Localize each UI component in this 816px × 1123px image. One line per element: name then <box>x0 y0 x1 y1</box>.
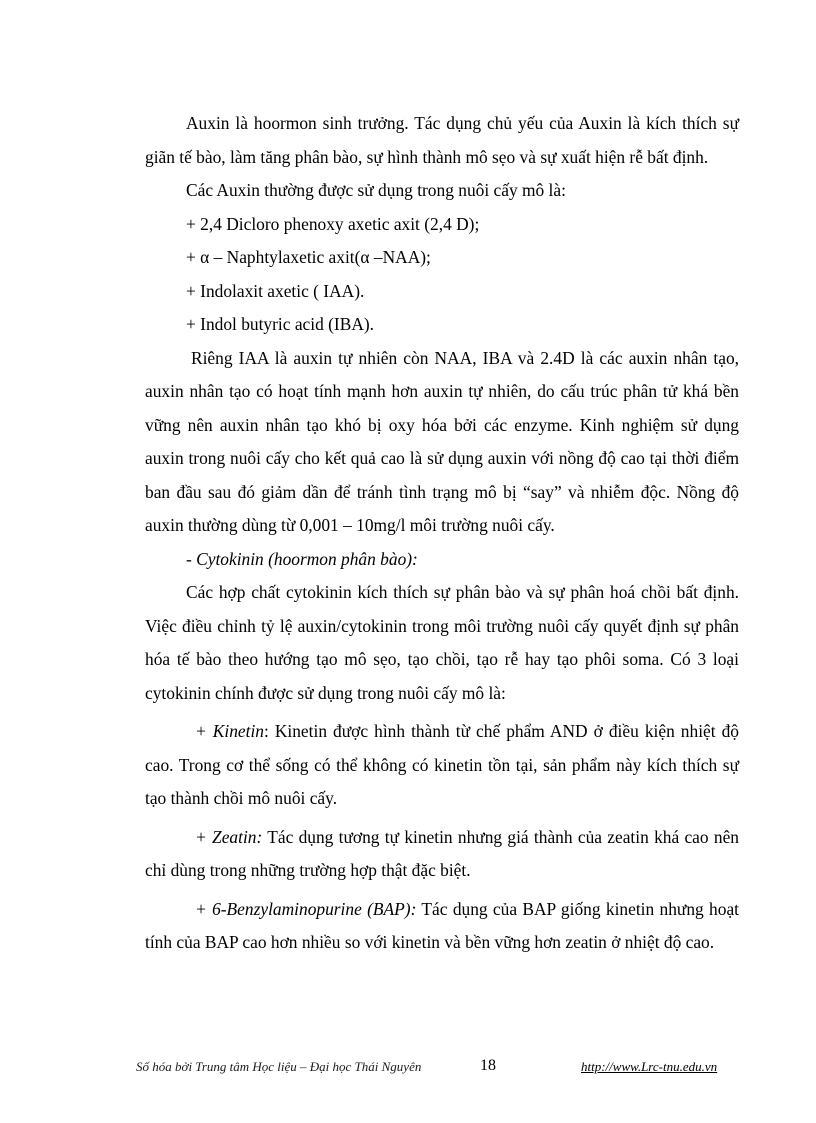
kinetin-label: + Kinetin <box>195 721 264 741</box>
list-item-iaa: + Indolaxit axetic ( IAA). <box>186 280 365 301</box>
page-body <box>145 107 739 960</box>
footer-url-link[interactable]: http://www.Lrc-tnu.edu.vn <box>581 1059 718 1074</box>
page-number: 18 <box>480 1057 496 1074</box>
paragraph-auxin-details: Riêng IAA là auxin tự nhiên còn NAA, IBA và 2.4D là các auxin nhân tạo, auxin nhân tạo có hoạt tính mạnh hơn auxin tự nhiên, do cấu trúc phân tử khá bền vững nên auxin nhân tạo khó bị oxy hóa bởi các enzyme. Kinh nghiệm sử dụng auxin trong nuôi cấy cho kết quả cao là sử dụng auxin với nồng độ cao tại thời điểm ban đầu sau đó giảm dần để tránh tình trạng mô bị “say” và nhiễm độc. Nồng độ auxin thường dùng từ 0,001 – 10mg/l môi trường nuôi cấy. <box>145 347 739 535</box>
bap-text: Tác dụng của BAP giống kinetin nhưng hoạt tính của BAP cao hơn nhiều so với kinetin và bền vững hơn zeatin ở nhiệt độ cao. <box>145 898 740 952</box>
zeatin-text: Tác dụng tương tự kinetin nhưng giá thành của zeatin khá cao nên chỉ dùng trong những trường hợp thật đặc biệt. <box>145 826 739 880</box>
zeatin-label: + Zeatin: <box>195 826 263 847</box>
list-item-naa: + α – Naphtylaxetic axit(α –NAA); <box>186 247 431 267</box>
page-footer <box>0 1059 816 1079</box>
paragraph-zeatin <box>145 821 739 888</box>
footer-source: Số hóa bởi Trung tâm Học liệu – Đại học Thái Nguyên <box>136 1059 422 1074</box>
list-item-iba: + Indol butyric acid (IBA). <box>186 314 375 334</box>
heading-cytokinin <box>145 543 739 577</box>
heading-cytokinin-text: - Cytokinin (hoormon phân bào): <box>186 548 418 569</box>
paragraph-auxin-list-intro: Các Auxin thường được sử dụng trong nuôi cấy mô là: <box>186 180 566 200</box>
bap-label: + 6-Benzylaminopurine (BAP): <box>195 898 417 919</box>
paragraph-kinetin <box>145 715 739 816</box>
paragraph-bap <box>145 893 739 960</box>
kinetin-text: : Kinetin được hình thành từ chế phẩm AND ở điều kiện nhiệt độ cao. Trong cơ thể sống có thể không có kinetin tồn tại, sản phẩm này kích thích sự tạo thành chồi mô nuôi cấy. <box>145 721 739 808</box>
paragraph-cytokinin-intro: Các hợp chất cytokinin kích thích sự phân bào và sự phân hoá chồi bất định. Việc điều chỉnh tỷ lệ auxin/cytokinin trong môi trường nuôi cấy quyết định sự phân hóa tế bào theo hướng tạo mô sẹo, tạo chồi, tạo rễ hay tạo phôi soma. Có 3 loại cytokinin chính được sử dụng trong nuôi cấy mô là: <box>145 582 739 703</box>
paragraph-auxin-intro: Auxin là hoormon sinh trưởng. Tác dụng chủ yếu của Auxin là kích thích sự giãn tế bào, làm tăng phân bào, sự hình thành mô sẹo và sự xuất hiện rễ bất định. <box>145 113 739 167</box>
list-item-24d: + 2,4 Dicloro phenoxy axetic axit (2,4 D); <box>186 213 480 234</box>
